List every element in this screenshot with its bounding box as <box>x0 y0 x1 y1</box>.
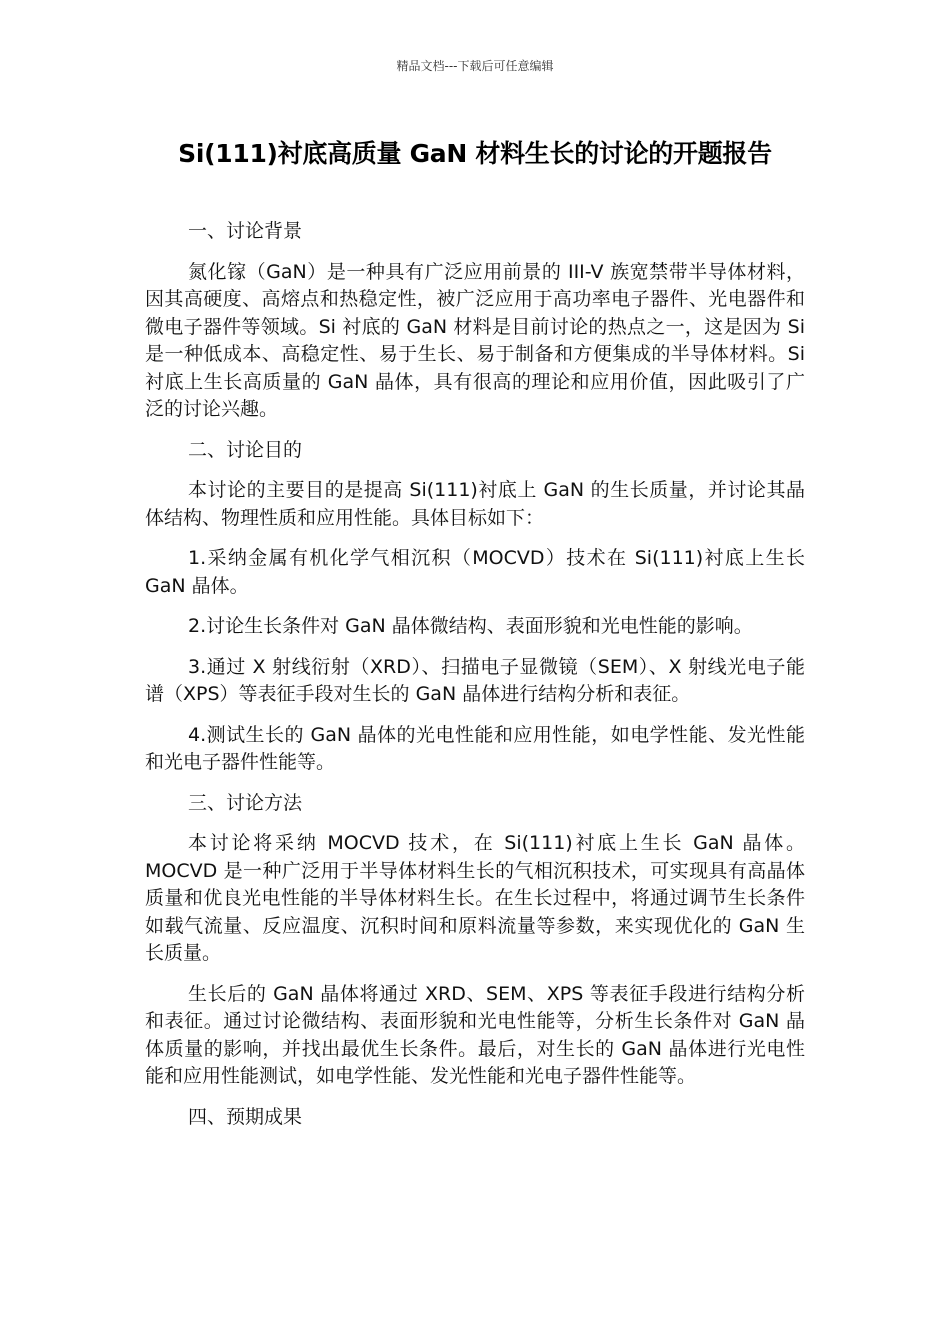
paragraph: 本讨论将采纳 MOCVD 技术，在 Si(111)衬底上生长 GaN 晶体。MOCVD 是一种广泛用于半导体材料生长的气相沉积技术，可实现具有高晶体质量和优良光电性能的半导体材料生长。在生长过程中，将通过调节生长条件如载气流量、反应温度、沉积时间和原料流量等参数，来实现优化的 GaN 生长质量。 <box>145 832 805 964</box>
list-item-goal-3: 3.通过 X 射线衍射（XRD）、扫描电子显微镜（SEM）、X 射线光电子能谱（XPS）等表征手段对生长的 GaN 晶体进行结构分析和表征。 <box>145 655 805 705</box>
list-item-goal-4: 4.测试生长的 GaN 晶体的光电性能和应用性能，如电学性能、发光性能和光电子器件性能等。 <box>145 723 805 773</box>
paragraph: 生长后的 GaN 晶体将通过 XRD、SEM、XPS 等表征手段进行结构分析和表征。通过讨论微结构、表面形貌和光电性能等，分析生长条件对 GaN 晶体质量的影响，并找出最优生长条件。最后，对生长的 GaN 晶体进行光电性能和应用性能测试，如电学性能、发光性能和光电子器件性能等。 <box>145 982 805 1087</box>
section-heading-purpose: 二、讨论目的 <box>188 438 303 461</box>
page-title: Si(111)衬底高质量 GaN 材料生长的讨论的开题报告 <box>178 139 772 168</box>
section-heading-method: 三、讨论方法 <box>188 791 303 814</box>
list-item-goal-2: 2.讨论生长条件对 GaN 晶体微结构、表面形貌和光电性能的影响。 <box>188 615 753 637</box>
section-heading-expected-results: 四、预期成果 <box>188 1105 303 1128</box>
section-heading-background: 一、讨论背景 <box>188 220 303 242</box>
paragraph: 氮化镓（GaN）是一种具有广泛应用前景的 III-V 族宽禁带半导体材料，因其高硬度、高熔点和热稳定性，被广泛应用于高功率电子器件、光电器件和微电子器件等领域。Si 衬底的 GaN 材料是目前讨论的热点之一，这是因为 Si 是一种低成本、高稳定性、易于生长、易于制备和方便集成的半导体材料。Si 衬底上生长高质量的 GaN 晶体，具有很高的理论和应用价值，因此吸引了广泛的讨论兴趣。 <box>145 260 805 420</box>
paragraph: 本讨论的主要目的是提高 Si(111)衬底上 GaN 的生长质量，并讨论其晶体结构、物理性质和应用性能。具体目标如下： <box>145 479 805 529</box>
list-item-goal-1: 1.采纳金属有机化学气相沉积（MOCVD）技术在 Si(111)衬底上生长 GaN 晶体。 <box>145 547 805 597</box>
header-note: 精品文档---下载后可任意编辑 <box>396 59 554 73</box>
document-body <box>145 218 805 1144</box>
